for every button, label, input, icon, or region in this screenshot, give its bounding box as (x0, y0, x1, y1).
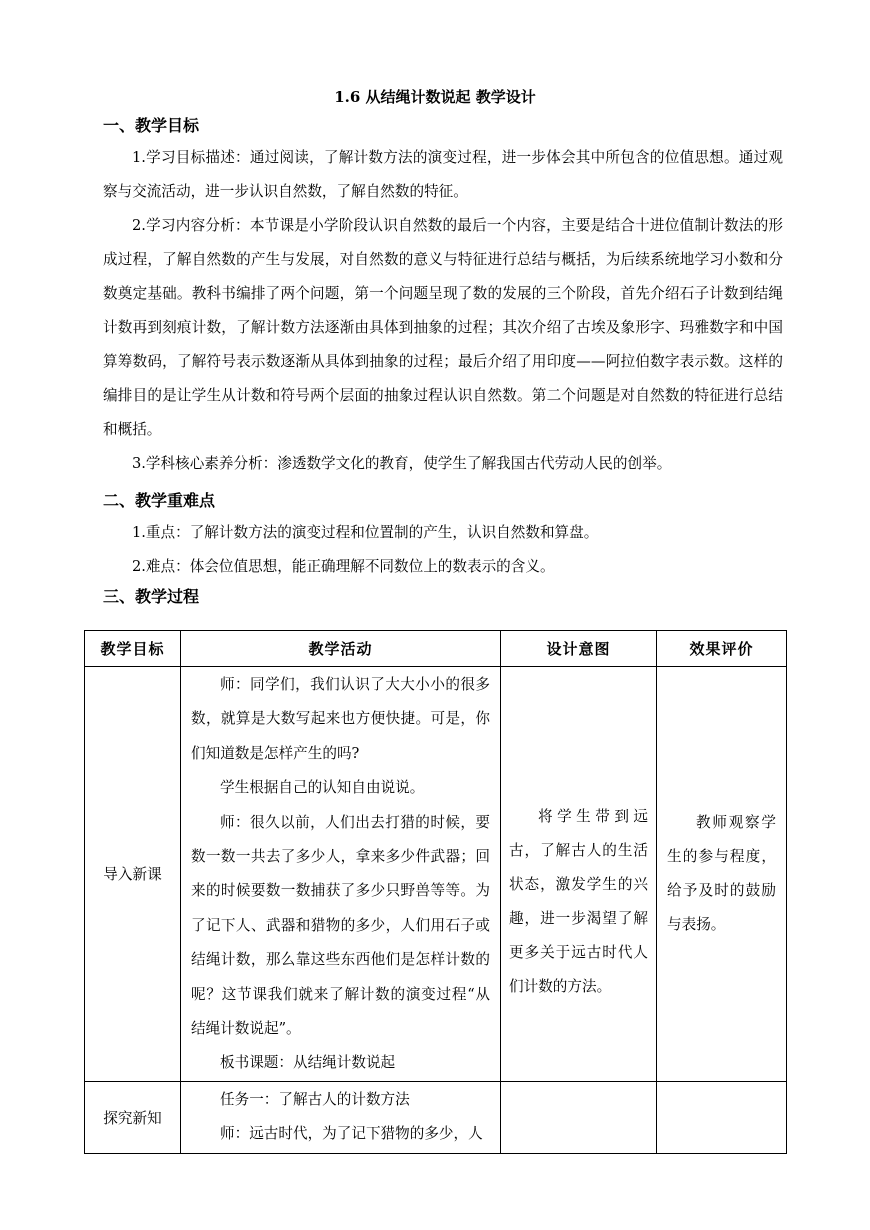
evaluation-cell-explore (657, 1081, 787, 1153)
evaluation-cell-intro (657, 667, 787, 1082)
goal-cell-explore: 探究新知 (85, 1081, 181, 1153)
key-point-paragraph: 1.重点：了解计数方法的演变过程和位置制的产生，认识自然数和算盘。 (132, 524, 599, 541)
header-evaluation: 效果评价 (657, 631, 787, 667)
intent-cell-explore (501, 1081, 657, 1153)
objectives-paragraph-3: 3.学科核心素养分析：渗透数学文化的教育，使学生了解我国古代劳动人民的创举。 (132, 455, 672, 472)
intent-text: 将学生带到远古，了解古人的生活状态，激发学生的兴趣，进一步渴望了解更多关于远古时代人们计数的方法。 (509, 808, 648, 995)
activity-text: 板书课题：从结绳计数说起 (220, 1054, 396, 1072)
goal-cell-intro: 导入新课 (85, 667, 181, 1082)
header-goal: 教学目标 (85, 631, 181, 667)
table-header-row (85, 631, 787, 667)
intent-cell-intro (501, 667, 657, 1082)
section-heading-process: 三、教学过程 (103, 587, 200, 606)
activity-cell-explore (181, 1081, 501, 1153)
document-title: 1.6 从结绳计数说起 教学设计 (334, 88, 536, 106)
header-activity: 教学活动 (181, 631, 501, 667)
activity-cell-intro (181, 667, 501, 1082)
objectives-paragraph-2: 2.学习内容分析：本节课是小学阶段认识自然数的最后一个内容，主要是结合十进位值制计数法的形成过程，了解自然数的产生与发展，对自然数的意义与特征进行总结与概括，为后续系统地学习小数和分数奠定基础。教科书编排了两个问题，第一个问题呈现了数的发展的三个阶段，首先介绍石子计数到结绳计数再到刻痕计数，了解计数方法逐渐由具体到抽象的过程；其次介绍了古埃及象形字、玛雅数字和中国算筹数码，了解符号表示数逐渐从具体到抽象的过程；最后介绍了用印度——阿拉伯数字表示数。这样的编排目的是让学生从计数和符号两个层面的抽象过程认识自然数。第二个问题是对自然数的特征进行总结和概括。 (103, 217, 783, 438)
teaching-process-table (84, 630, 787, 1154)
section-heading-objectives: 一、教学目标 (103, 116, 200, 135)
difficulty-paragraph: 2.难点：体会位值思想，能正确理解不同数位上的数表示的含义。 (132, 558, 555, 575)
section-heading-key-points: 二、教学重难点 (103, 491, 216, 510)
activity-text: 师：远古时代，为了记下猎物的多少，人 (220, 1125, 483, 1143)
activity-text: 学生根据自己的认知自由说说。 (220, 779, 425, 797)
activity-text: 任务一：了解古人的计数方法 (220, 1090, 410, 1108)
table-row (85, 667, 787, 1082)
activity-text: 师：很久以前，人们出去打猎的时候，要数一数一共去了多少人，拿来多少件武器；回来的时候要数一数捕获了多少只野兽等等。为了记下人、武器和猎物的多少，人们用石子或结绳计数，那么靠这些东西他们是怎样计数的呢？这节课我们就来了解计数的演变过程“从结绳计数说起”。 (191, 813, 490, 1038)
evaluation-text: 教师观察学生的参与程度，给予及时的鼓励与表扬。 (667, 813, 776, 933)
objectives-paragraph-1: 1.学习目标描述：通过阅读，了解计数方法的演变过程，进一步体会其中所包含的位值思想。通过观察与交流活动，进一步认识自然数，了解自然数的特征。 (103, 149, 783, 200)
activity-text: 师：同学们，我们认识了大大小小的很多数，就算是大数写起来也方便快捷。可是，你们知道数是怎样产生的吗? (191, 676, 490, 762)
table-row (85, 1081, 787, 1153)
header-intent: 设计意图 (501, 631, 657, 667)
